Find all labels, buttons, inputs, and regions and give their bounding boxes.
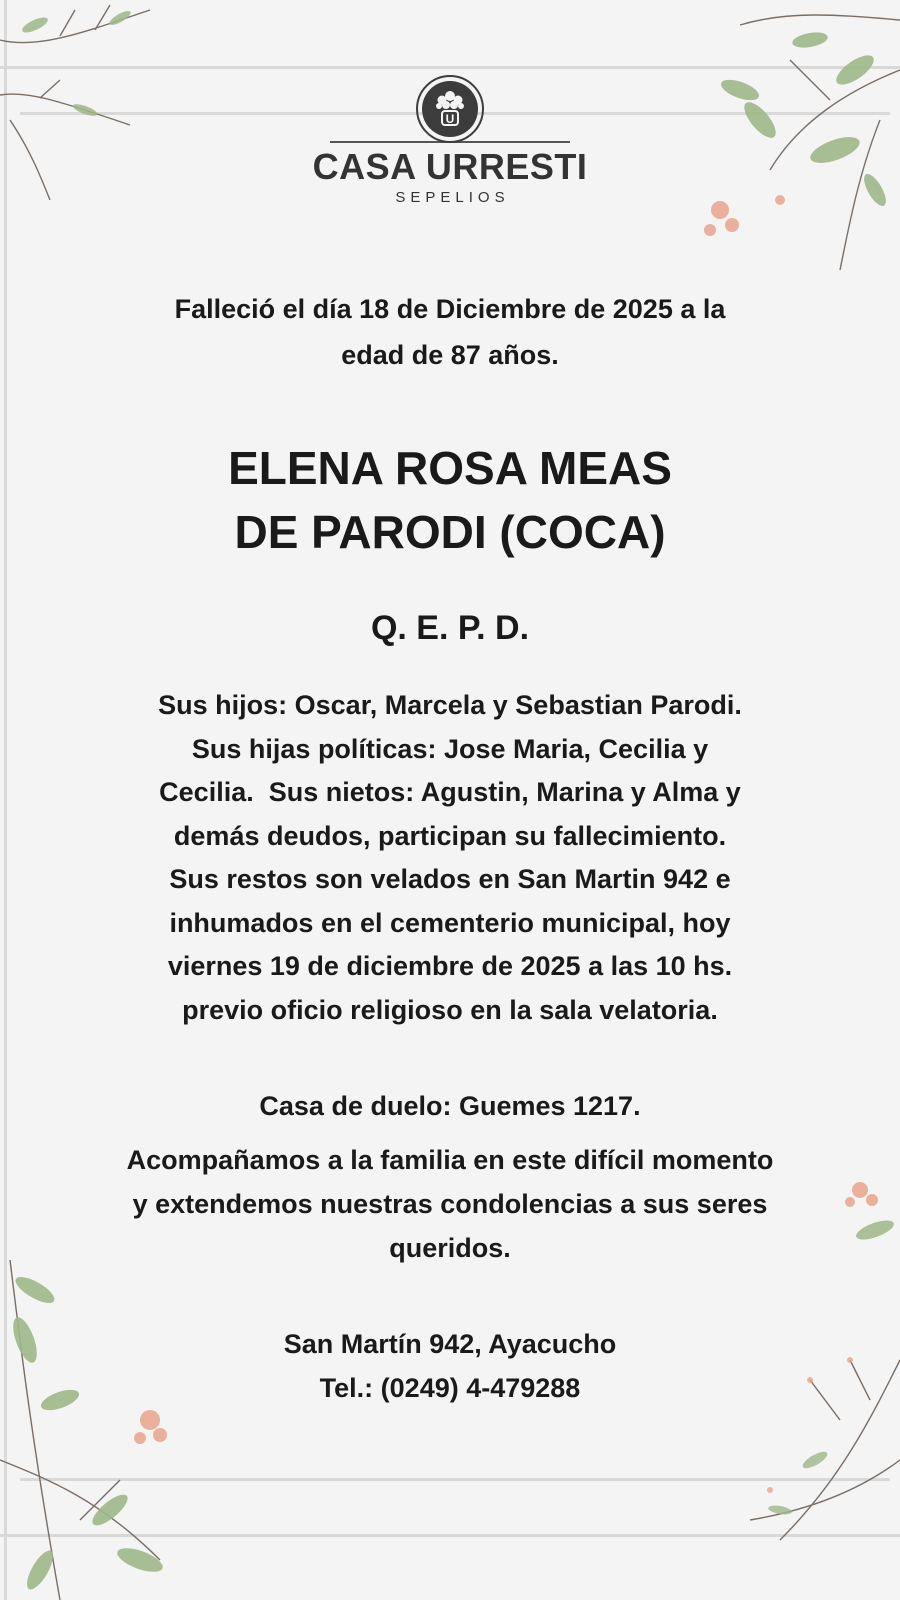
body-line: demás deudos, participan su fallecimiento. [173,820,727,851]
brand-name: CASA URRESTI [312,146,588,187]
closing-line: Acompañamos a la familia en este difícil momento [126,1145,774,1175]
death-notice-intro [40,286,860,378]
closing-line: queridos. [389,1233,511,1263]
body-line: Sus hijas políticas: Jose Maria, Cecilia y [191,733,709,764]
phone-line: Tel.: (0249) 4-479288 [319,1373,581,1403]
body-line: Cecilia. Sus nietos: Agustin, Marina y Alma y [159,777,741,807]
intro-line: Falleció el día 18 de Diciembre de 2025 a la [174,294,726,324]
name-line: ELENA ROSA MEAS [228,442,672,494]
casa-de-duelo: Casa de duelo: Guemes 1217. [259,1091,641,1121]
tree-emblem-icon [415,74,485,144]
address-line: San Martín 942, Ayacucho [283,1329,617,1359]
body-line: previo oficio religioso en la sala velatoria. [182,994,718,1025]
name-line: DE PARODI (COCA) [234,506,666,558]
condolences-message [20,1138,880,1270]
brand-logo [0,74,900,206]
body-line: viernes 19 de diciembre de 2025 a las 10 hs. [167,951,733,981]
qepd-text: Q. E. P. D. [370,609,530,647]
deceased-name [40,436,860,564]
contact-address [40,1322,860,1410]
body-line: Sus hijos: Oscar, Marcela y Sebastian Parodi. [158,690,742,720]
body-line: Sus restos son velados en San Martin 942 e [169,864,731,894]
svg-text:U: U [445,112,455,126]
body-line: inhumados en el cementerio municipal, hoy [169,907,731,938]
floral-branch-icon [0,1260,200,1600]
closing-line: y extendemos nuestras condolencias a sus seres [132,1189,768,1219]
intro-line: edad de 87 años. [341,340,559,370]
brand-tagline: SEPELIOS [395,189,510,206]
notice-body [40,684,860,1032]
